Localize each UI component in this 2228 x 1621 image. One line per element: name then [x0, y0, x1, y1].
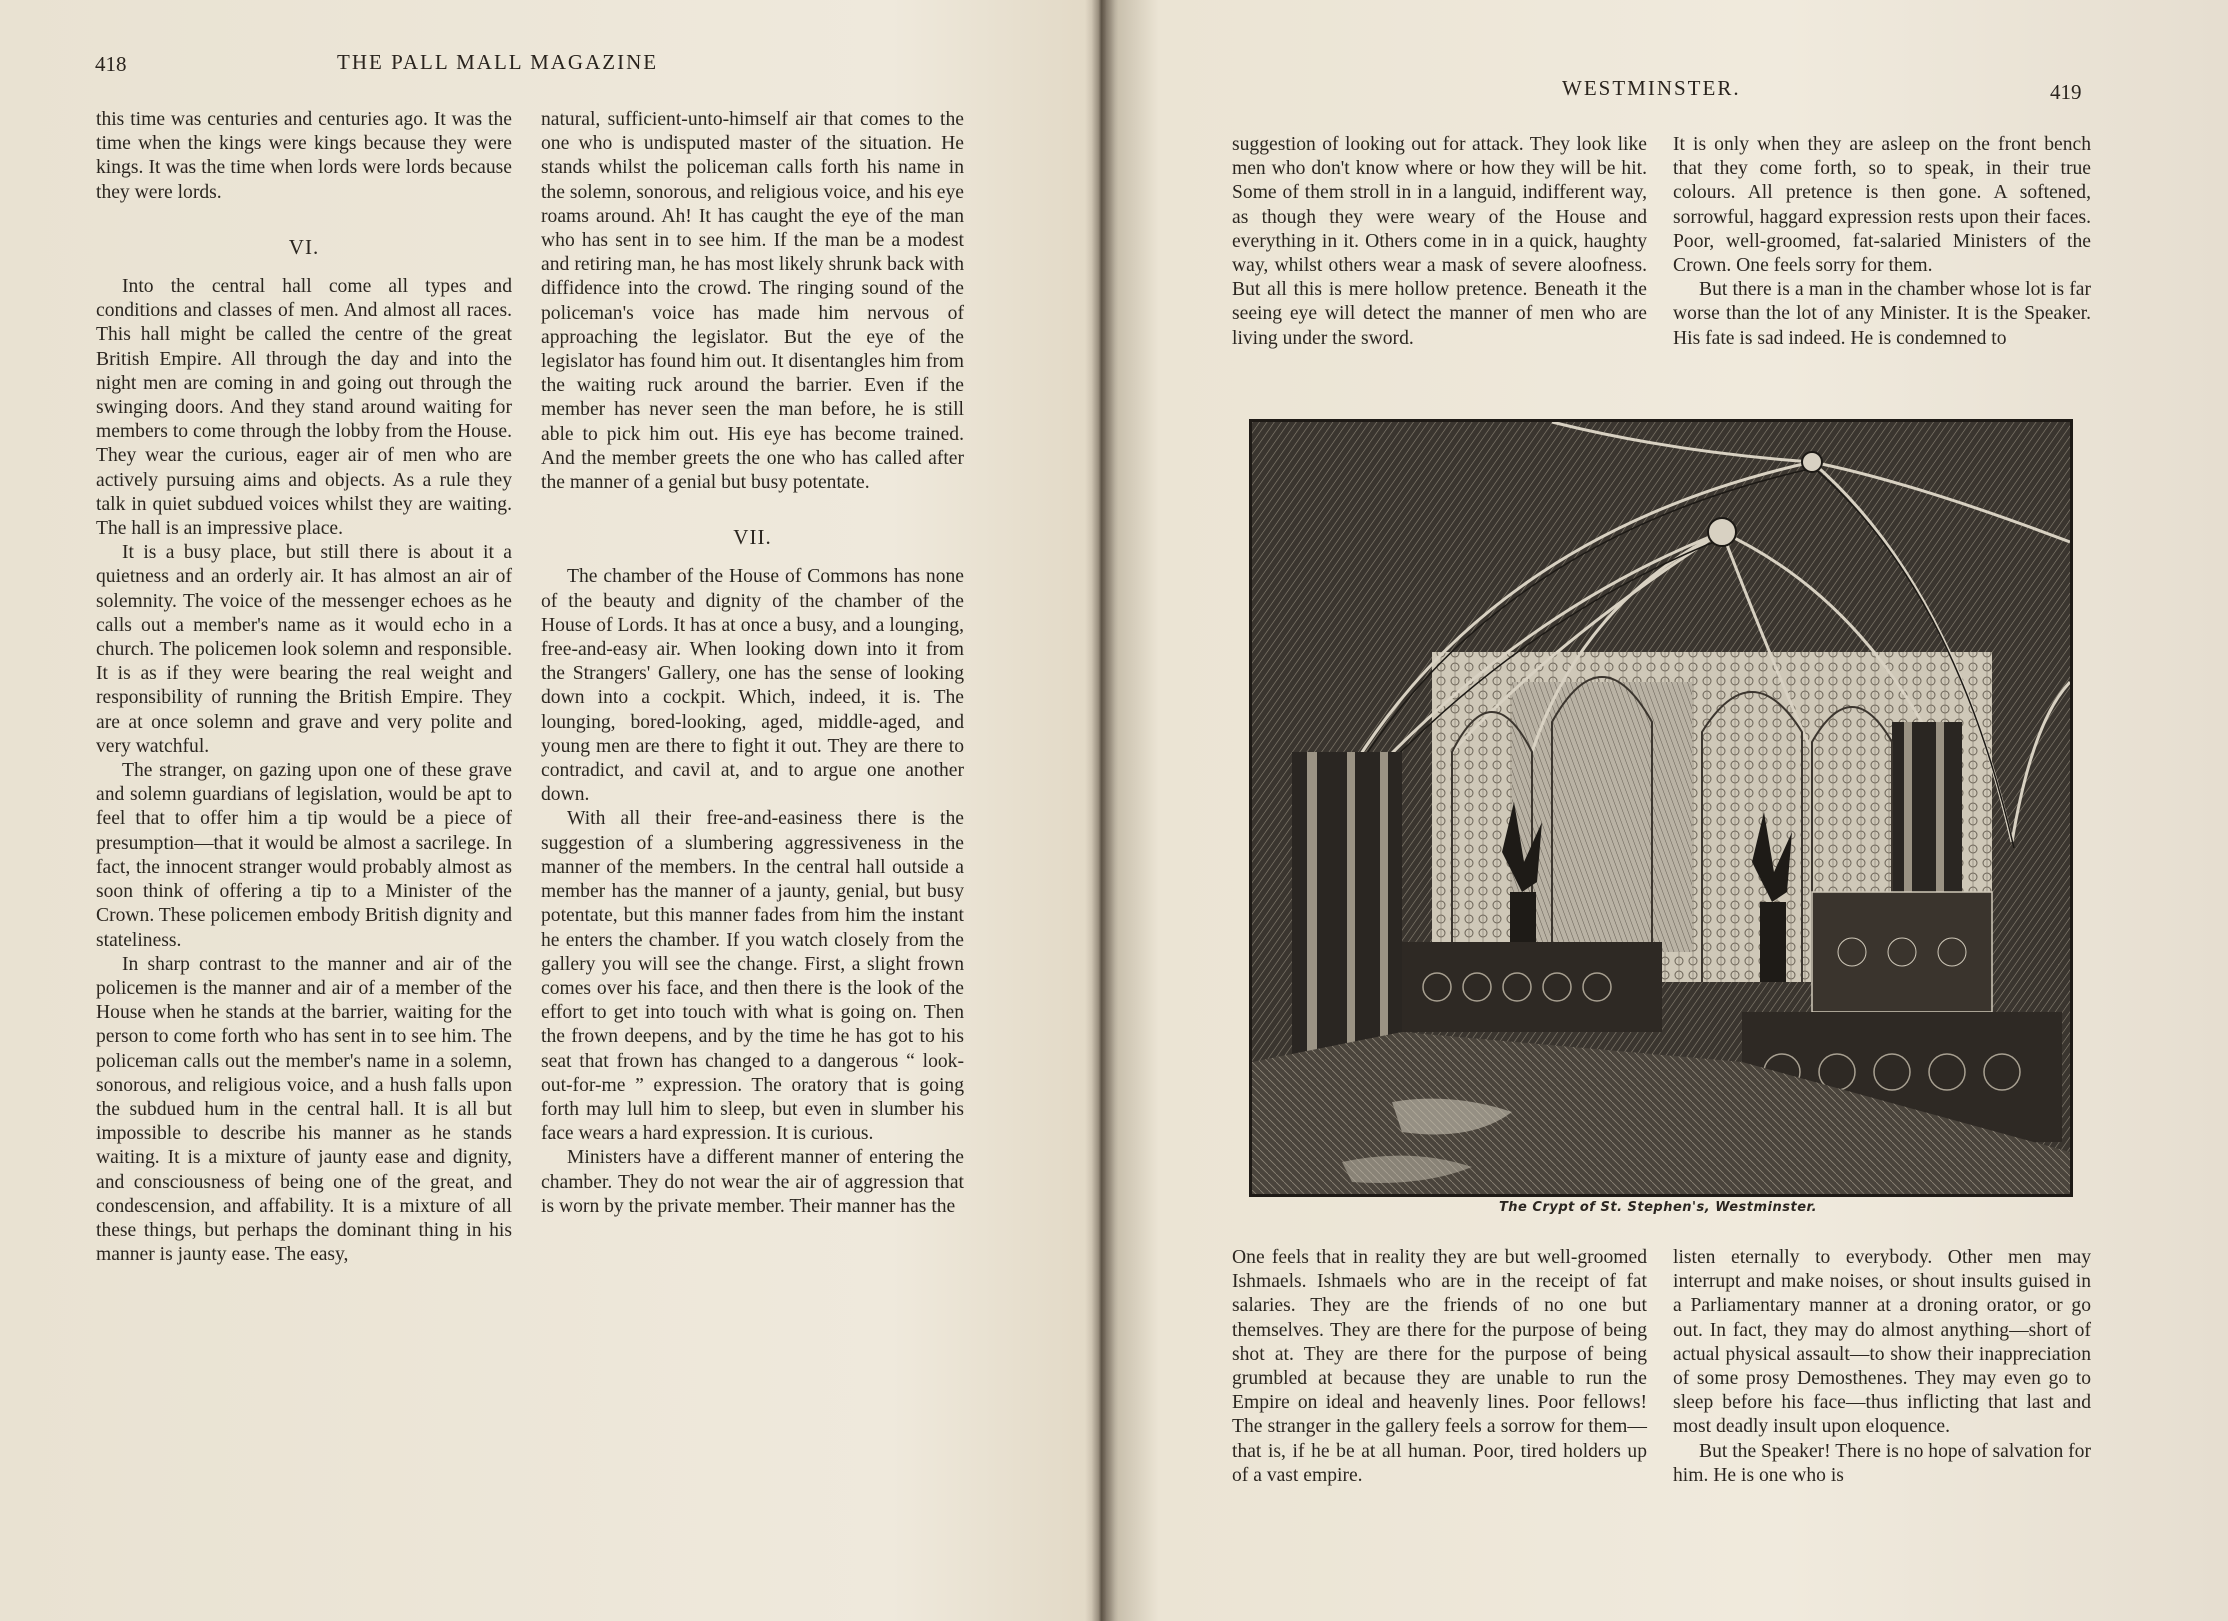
paragraph: suggestion of looking out for attack. They look like men who don't know where or how they will be hit. Some of them stroll in in a languid, indifferent way, as though they were weary of the House and everything in it. Others come in in a quick, haughty way, whilst others wear a mask of severe aloofness. But all this is mere hollow pretence. Beneath it the seeing eye will detect the manner of men who are living under the sword.: [1232, 134, 1647, 349]
paragraph: The chamber of the House of Commons has none of the beauty and dignity of the chamber of the House of Lords. It has at once a busy, and a lounging, free-and-easy air. When looking down into it from the Strangers' Gallery, one has the sense of looking down into a cockpit. Which, indeed, it is. The lounging, bored-looking, aged, middle-aged, and young men are there to fight it out. They are there to contradict, and cavil at, and to argue one another down.: [541, 566, 964, 806]
left-column-2: [541, 108, 964, 1219]
paragraph: listen eternally to everybody. Other men may interrupt and make noises, or shout insults guised in a Parliamentary manner at a droning orator, or go out. In fact, they may do almost anything—short of actual physical assault—to show their inappreciation of some prosy Demosthenes. They may even go to sleep before his face—thus inflicting that last and most deadly insult upon eloquence.: [1673, 1247, 2091, 1438]
paragraph: It is a busy place, but still there is about it a quietness and an orderly air. It has almost an air of solemnity. The voice of the messenger echoes as he calls out a member's name as it would echo in a church. The policemen look solemn and responsible. It is as if they were bearing the real weight and responsibility of running the British Empire. They are at once solemn and grave and very polite and very watchful.: [96, 542, 512, 757]
right-top-column-1: [1232, 133, 1647, 351]
left-column-1: [96, 108, 512, 1267]
right-running-head: WESTMINSTER.: [1562, 76, 1741, 100]
paragraph: natural, sufficient-unto-himself air that comes to the one who is undisputed master of the situation. He stands whilst the policeman calls forth his name in the solemn, sonorous, and religious voice, and his eye roams around. Ah! It has caught the eye of the man who has sent in to see him. If the man be a modest and retiring man, he has most likely shrunk back with diffidence into the crowd. The ringing sound of the policeman's voice has made him nervous of approaching the legislator. But the eye of the legislator has found him out. It disentangles him from the waiting ruck around the barrier. Even if the member has never seen the man before, he is still able to pick him out. His eye has become trained. And the member greets the one who has called after the manner of a genial but busy potentate.: [541, 109, 964, 494]
paragraph: With all their free-and-easiness there is the suggestion of a slumbering aggressiveness in the manner of the members. In the central hall outside a member has the manner of a jaunty, genial, but busy potentate, but this manner fades from him the instant he enters the chamber. If you watch closely from the gallery you will see the change. First, a slight frown comes over his face, and then there is the look of the effort to get into touch with what is going on. Then the frown deepens, and by the time he has got to his seat that frown has changed to a dangerous “ look-out-for-me ” expression. The oratory that is going forth may lull him to sleep, but even in slumber his face wears a hard expression. It is curious.: [541, 808, 964, 1145]
figure-caption: The Crypt of St. Stephen's, Westminster.: [1498, 1200, 1818, 1215]
crypt-engraving-image: [1249, 419, 2073, 1197]
right-bottom-column-2: [1673, 1246, 2091, 1488]
section-heading-vi: VI.: [288, 234, 320, 259]
paragraph: The stranger, on gazing upon one of these grave and solemn guardians of legislation, would be apt to feel that to offer him a tip would be a piece of presumption—that it would be almost a sacrilege. In fact, the innocent stranger would probably almost as soon think of offering a tip to a Minister of the Crown. These policemen embody British dignity and stateliness.: [96, 760, 512, 951]
section-heading-vii: VII.: [733, 525, 772, 550]
paragraph: Into the central hall come all types and conditions and classes of men. And almost all races. This hall might be called the centre of the great British Empire. All through the day and into the night men are coming in and going out through the swinging doors. And they stand around waiting for members to come through the lobby from the House. They wear the curious, eager air of men who are actively pursuing aims and objects. As a rule they talk in quiet subdued voices whilst they are waiting. The hall is an impressive place.: [96, 276, 512, 540]
right-top-column-2: [1673, 133, 2091, 351]
left-page: [0, 0, 1100, 1621]
paragraph: this time was centuries and centuries ago. It was the time when the kings were kings because they were kings. It was the time when lords were lords because they were lords.: [96, 109, 512, 203]
paragraph: It is only when they are asleep on the front bench that they come forth, so to speak, in their true colours. All pretence is then gone. A softened, sorrowful, haggard expression rests upon their faces. Poor, well-groomed, fat-salaried Ministers of the Crown. One feels sorry for them.: [1673, 134, 2091, 277]
paragraph: In sharp contrast to the manner and air of the policemen is the manner and air of a member of the House when he stands at the barrier, waiting for the person to come forth who has sent in to see him. The policeman calls out the member's name in a solemn, sonorous, and religious voice, and a hush falls upon the subdued hum in the central hall. It is all but impossible to describe his manner as he stands waiting. It is a mixture of jaunty ease and dignity, and consciousness of being one of the great, and condescension, and affability. It is a mixture of all these things, but perhaps the dominant thing in his manner is jaunty ease. The easy,: [96, 953, 512, 1266]
right-bottom-column-1: [1232, 1246, 1647, 1488]
left-page-number: 418: [95, 52, 127, 76]
paragraph: But there is a man in the chamber whose lot is far worse than the lot of any Minister. It is the Speaker. His fate is sad indeed. He is condemned to: [1673, 279, 2091, 349]
paragraph: One feels that in reality they are but well-groomed Ishmaels. Ishmaels who are in the receipt of fat salaries. They are the friends of no one but themselves. They are there for the purpose of being shot at. They are there for the purpose of being grumbled at because they are unable to run the Empire on ideal and heavenly lines. Poor fellows! The stranger in the gallery feels a sorrow for them—that is, if he be at all human. Poor, tired holders up of a vast empire.: [1232, 1247, 1647, 1486]
paragraph: But the Speaker! There is no hope of salvation for him. He is one who is: [1673, 1440, 2091, 1486]
paragraph: Ministers have a different manner of entering the chamber. They do not wear the air of aggression that is worn by the private member. Their manner has the: [541, 1147, 964, 1217]
right-page-number: 419: [2050, 80, 2082, 104]
left-running-head: THE PALL MALL MAGAZINE: [337, 50, 659, 74]
